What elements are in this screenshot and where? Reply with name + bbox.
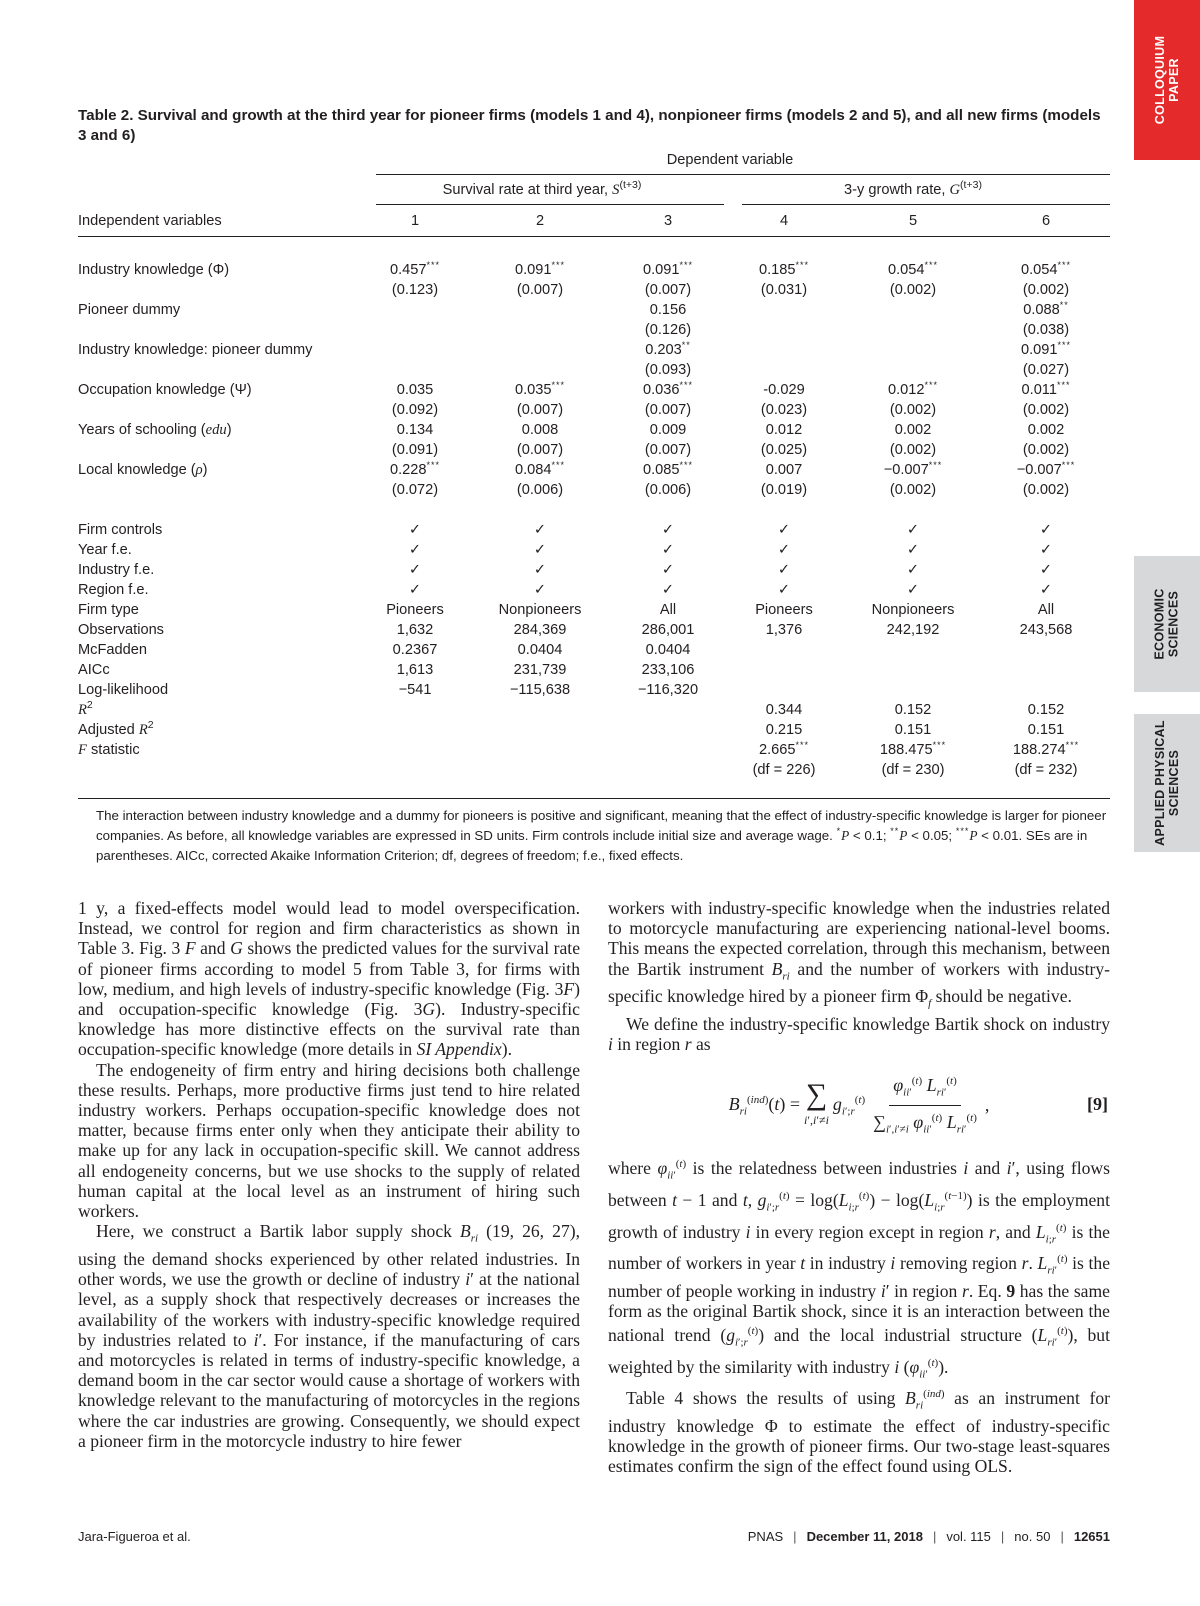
f-symbol: F [78,742,87,758]
coefficient: -0.029 [763,382,805,398]
table-footnote: The interaction between industry knowledge and a dummy for pioneers is positive and significant, meaning that the effect of industry-specific knowledge is larger for pioneer companies. As before, all knowledge variables are expressed in SD units. Firm controls include initial size and average wage. *P < 0.1; **P < 0.05; ***P < 0.01. SEs are in parentheses. AICc, corrected Akaike Information Criterion; df, degrees of freedom; f.e., fixed effects. [96,808,1107,863]
variable-label: Industry knowledge: pioneer dummy [78,342,313,358]
page-footer [78,1527,1110,1547]
check-mark: ✓ [906,542,920,558]
standard-error: (0.123) [391,282,439,298]
check-mark: ✓ [533,562,547,578]
check-mark: ✓ [1039,562,1053,578]
check-mark: ✓ [661,542,675,558]
significance-stars: *** [551,380,566,390]
coefficient: 0.008 [521,422,559,438]
coefficient: 0.091*** [642,260,694,278]
statistic-value: 2.665*** [758,740,810,758]
body-paragraph: Table 4 shows the results of using $B_{ri}^{(ind)}$ as an instrument for industry knowledge Φ to estimate the effect of industry-specific knowledge in the growth of pioneer firms. Our two-stage least-squares estimates confirm the sign of the effect found using OLS. [608,1388,1110,1477]
statistic-value: 1,632 [396,622,434,638]
standard-error: (0.007) [516,442,564,458]
statistic-value: 0.152 [1027,702,1065,718]
coefficient: 0.009 [649,422,687,438]
standard-error: (0.007) [516,282,564,298]
standard-error: (0.025) [760,442,808,458]
footer-authors: Jara-Figueroa et al. [78,1529,191,1544]
standard-error: (0.002) [889,482,937,498]
coefficient: 0.002 [894,422,932,438]
significance-stars: *** [928,460,943,470]
check-mark: ✓ [408,562,422,578]
column-number: 1 [410,213,420,229]
statistic-label: Observations [78,622,164,638]
significance-stars: ** [1059,300,1069,310]
standard-error: (0.002) [889,282,937,298]
variable-label: Years of schooling (edu) [78,422,232,438]
coefficient: 0.011*** [1021,380,1071,398]
significance-stars: *** [1061,460,1076,470]
coefficient: −0.007*** [1016,460,1076,478]
statistic-value: (df = 230) [881,762,945,778]
check-mark: ✓ [777,542,791,558]
standard-error: (0.092) [391,402,439,418]
statistic-value: 0.2367 [392,642,438,658]
statistic-value: 0.151 [1027,722,1065,738]
significance-stars: *** [679,460,694,470]
dependent-variable-header: Dependent variable [666,152,794,168]
check-mark: ✓ [777,582,791,598]
statistic-value: 0.0404 [517,642,563,658]
body-paragraph: workers with industry-specific knowledge when the industries related to motorcycle manufacturing are experiencing national-level booms. This means the expected correlation, through this mechanism, between the Bartik instrument $B_{ri}$ and the number of workers with industry-specific knowledge hired by a pioneer firm $\Phi_f$ should be negative. [608,898,1110,1010]
statistic-label: Adjusted $R^2$ [78,719,154,738]
superscript-2: 2 [86,699,93,711]
superscript-2: 2 [147,719,154,731]
table-rule [78,236,1110,237]
significance-stars: *** [426,460,441,470]
statistic-value: All [1037,602,1055,618]
statistic-value: All [659,602,677,618]
r-symbol: R [78,702,87,718]
standard-error: (0.002) [1022,402,1070,418]
column-number: 6 [1041,213,1051,229]
check-mark: ✓ [1039,582,1053,598]
growth-variable: G [949,182,961,198]
statistic-label: McFadden [78,642,147,658]
coefficient: 0.203** [645,340,691,358]
standard-error: (0.027) [1022,362,1070,378]
table-rule [742,204,1110,205]
statistic-value: 0.151 [894,722,932,738]
body-column-left [78,898,580,1451]
table-caption: Table 2. Survival and growth at the third year for pioneer firms (models 1 and 4), nonpioneer firms (models 2 and 5), and all new firms (models 3 and 6) [78,107,1101,144]
check-mark: ✓ [777,562,791,578]
significance-stars: *** [679,380,694,390]
coefficient: 0.002 [1027,422,1065,438]
check-mark: ✓ [533,542,547,558]
significance-stars: *** [1057,340,1072,350]
significance-stars: ** [681,340,691,350]
coefficient: 0.085*** [642,460,694,478]
check-mark: ✓ [661,562,675,578]
control-label: Firm controls [78,522,163,538]
standard-error: (0.126) [644,322,692,338]
statistic-label: F statistic [78,742,140,758]
significance-stars: *** [924,260,939,270]
footer-page: 12651 [1073,1529,1110,1544]
standard-error: (0.019) [760,482,808,498]
standard-error: (0.031) [760,282,808,298]
statistic-value: 0.152 [894,702,932,718]
standard-error: (0.007) [644,442,692,458]
significance-stars: *** [1057,260,1072,270]
standard-error: (0.091) [391,442,439,458]
statistic-value: Nonpioneers [498,602,582,618]
footer-date: December 11, 2018 [806,1529,923,1544]
statistic-label: Log-likelihood [78,682,169,698]
standard-error: (0.002) [889,402,937,418]
check-mark: ✓ [408,522,422,538]
body-paragraph: Here, we construct a Bartik labor supply shock $B_{ri}$ (19, 26, 27), using the demand shocks experienced by other related industries. In other words, we use the growth or decline of industry i′ at the national level, as a supply shock that respectively decreases or increases the availability of the workers with industry-specific knowledge required by industries related to i′. For instance, if the manufacturing of cars and motorcycles is related in terms of industry-specific knowledge, a demand boom in the car sector would cause a shortage of workers with knowledge relevant to the manufacturing of motorcycles in the regions where the car industries are growing. Consequently, we should expect a pioneer firm in the motorcycle industry to hire fewer [78,1221,580,1451]
variable-label: Industry knowledge (Φ) [78,262,230,278]
coefficient: 0.185*** [758,260,810,278]
column-number: 3 [663,213,673,229]
standard-error: (0.002) [1022,282,1070,298]
coefficient: 0.012*** [887,380,939,398]
variable-label: Occupation knowledge (Ψ) [78,382,252,398]
coefficient: 0.457*** [389,260,441,278]
standard-error: (0.007) [516,402,564,418]
statistic-label: AICc [78,662,110,678]
table-rule [376,174,1110,175]
coefficient: 0.084*** [514,460,566,478]
variable-label: Pioneer dummy [78,302,181,318]
statistic-value: 243,568 [1019,622,1073,638]
coefficient: 0.156 [649,302,687,318]
statistic-value: −116,320 [637,682,699,698]
statistic-value: 233,106 [641,662,695,678]
coefficient: 0.035*** [514,380,566,398]
footer-journal: PNAS [747,1529,784,1544]
economic-sciences-label: ECONOMIC SCIENCES [1153,588,1181,660]
standard-error: (0.093) [644,362,692,378]
check-mark: ✓ [533,522,547,538]
statistic-value: 286,001 [641,622,695,638]
economic-sciences-tab [1134,556,1200,692]
coefficient: 0.054*** [1020,260,1072,278]
footer-citation: PNAS | December 11, 2018 | vol. 115 | no. 50 | 12651 [747,1529,1110,1544]
control-label: Industry f.e. [78,562,155,578]
standard-error: (0.072) [391,482,439,498]
statistic-value: 188.475*** [879,740,947,758]
footer-issue: no. 50 [1014,1529,1051,1544]
significance-stars: *** [795,260,810,270]
applied-physical-sciences-tab [1134,714,1200,852]
check-mark: ✓ [906,522,920,538]
growth-group-header: 3-y growth rate, $G^{(t+3)}$ [844,179,982,198]
coefficient: 0.228*** [389,460,441,478]
coefficient: 0.035 [396,382,434,398]
standard-error: (0.038) [1022,322,1070,338]
coefficient: 0.088** [1023,300,1069,318]
colloquium-paper-label: COLLOQUIUM PAPER [1153,35,1182,125]
body-paragraph: 1 y, a fixed-effects model would lead to model overspecification. Instead, we control for region and firm characteristics as shown in Table 3. Fig. 3 F and G shows the predicted values for the survival rate of pioneer firms according to model 5 from Table 3, for firms with low, medium, and high levels of industry-specific knowledge (Fig. 3F) and occupation-specific knowledge (Fig. 3G). Industry-specific knowledge has more distinctive effects on the survival rate than occupation-specific knowledge (more details in SI Appendix). [78,898,580,1060]
check-mark: ✓ [408,582,422,598]
r-symbol: R [138,722,148,738]
footer-volume: vol. 115 [946,1529,991,1544]
significance-stars: *** [932,740,947,750]
body-column-right [608,898,1110,1477]
standard-error: (0.007) [644,402,692,418]
statistic-value: Pioneers [386,602,444,618]
control-label: Region f.e. [78,582,149,598]
coefficient: 0.134 [396,422,434,438]
statistic-value: 231,739 [513,662,567,678]
coefficient: 0.091*** [1020,340,1072,358]
column-number: 2 [535,213,545,229]
column-number: 4 [779,213,789,229]
statistic-value: −115,638 [509,682,571,698]
significance-stars: *** [426,260,441,270]
check-mark: ✓ [1039,542,1053,558]
coefficient: 0.012 [765,422,803,438]
standard-error: (0.006) [644,482,692,498]
statistic-value: 284,369 [513,622,567,638]
statistic-value: 0.344 [765,702,803,718]
coefficient: 0.054*** [887,260,939,278]
statistic-value: (df = 226) [752,762,816,778]
check-mark: ✓ [906,582,920,598]
survival-variable: S [612,182,620,198]
check-mark: ✓ [906,562,920,578]
body-paragraph: where $\varphi_{ii'}^{(t)}$ is the relatedness between industries i and i′, using flows between t − 1 and t, $g_{i';r}^{(t)} = \log(L_{i;r}^{(t)}) - \log(L_{i;r}^{(t-1)})$ is the employment growth of industry i in every region except in region r, and $L_{i;r}^{(t)}$ is the number of workers in year t in industry i removing region r. $L_{ri'}^{(t)}$ is the number of people working in industry i′ in region r. Eq. 9 has the same form as the original Bartik shock, since it is an interaction between the national trend $(g_{i';r}^{(t)})$ and the local industrial structure $(L_{ri'}^{(t)})$, but weighted by the similarity with industry i $(\varphi_{ii'}^{(t)})$. [608,1158,1110,1381]
body-paragraph: We define the industry-specific knowledge Bartik shock on industry i in region r as [608,1014,1110,1055]
variable-symbol: ρ [195,462,203,478]
equation-9: $B_{ri}^{(ind)}(t)$ = ∑ i′,i′≠i $g_{i';r}^{(t)}$ $\frac{\varphi_{ii'}^{(t)} L_{ri'}^{(t)}}{\sum_{i',i'\ne i} \varphi_{ii'}^{(t)} L_{ri'}^{(t)}}$ , [9] [608,1066,1110,1144]
equation-number: [9] [1087,1094,1108,1115]
significance-stars: *** [1056,380,1071,390]
table-rule [78,798,1110,799]
statistic-value: −541 [398,682,432,698]
colloquium-paper-tab [1134,0,1200,160]
statistic-value: (df = 232) [1014,762,1078,778]
standard-error: (0.002) [889,442,937,458]
statistic-value: 0.215 [765,722,803,738]
variable-label: Local knowledge (ρ) [78,462,208,478]
significance-stars: *** [679,260,694,270]
standard-error: (0.002) [1022,442,1070,458]
statistic-value: Nonpioneers [871,602,955,618]
regression-table [78,150,1110,800]
statistic-value: 0.0404 [645,642,691,658]
coefficient: 0.091*** [514,260,566,278]
coefficient: 0.036*** [642,380,694,398]
check-mark: ✓ [1039,522,1053,538]
check-mark: ✓ [777,522,791,538]
statistic-value: 188.274*** [1012,740,1080,758]
column-number: 5 [908,213,918,229]
statistic-label [78,700,93,720]
control-label: Year f.e. [78,542,132,558]
significance-stars: *** [924,380,939,390]
significance-stars: *** [551,460,566,470]
standard-error: (0.023) [760,402,808,418]
significance-stars: *** [1065,740,1080,750]
statistic-label: Firm type [78,602,139,618]
coefficient: −0.007*** [883,460,943,478]
independent-variables-header: Independent variables [78,213,222,229]
standard-error: (0.007) [644,282,692,298]
applied-physical-sciences-label: APPLIED PHYSICAL SCIENCES [1153,720,1181,846]
body-paragraph: The endogeneity of firm entry and hiring decisions both challenge these results. Perhaps, more productive firms just tend to hire related industry workers. Perhaps occupation-specific knowledge does not matter, because firms enter only when they anticipate their ability to make up for any lack in occupation-specific skill. We cannot address all endogeneity concerns, but we use shocks to the supply of related human capital at the local level as an instrument of hiring such workers. [78,1059,580,1222]
variable-symbol: edu [205,422,227,438]
statistic-value: Pioneers [755,602,813,618]
check-mark: ✓ [408,542,422,558]
survival-superscript: (t+3) [619,179,642,191]
check-mark: ✓ [661,582,675,598]
statistic-value: 1,613 [396,662,434,678]
growth-superscript: (t+3) [960,179,982,191]
survival-group-header: Survival rate at third year, $S^{(t+3)}$ [442,179,642,198]
significance-stars: *** [795,740,810,750]
standard-error: (0.002) [1022,482,1070,498]
check-mark: ✓ [661,522,675,538]
check-mark: ✓ [533,582,547,598]
statistic-value: 1,376 [765,622,803,638]
standard-error: (0.006) [516,482,564,498]
table-rule [376,204,724,205]
significance-stars: *** [551,260,566,270]
coefficient: 0.007 [765,462,803,478]
statistic-value: 242,192 [886,622,940,638]
